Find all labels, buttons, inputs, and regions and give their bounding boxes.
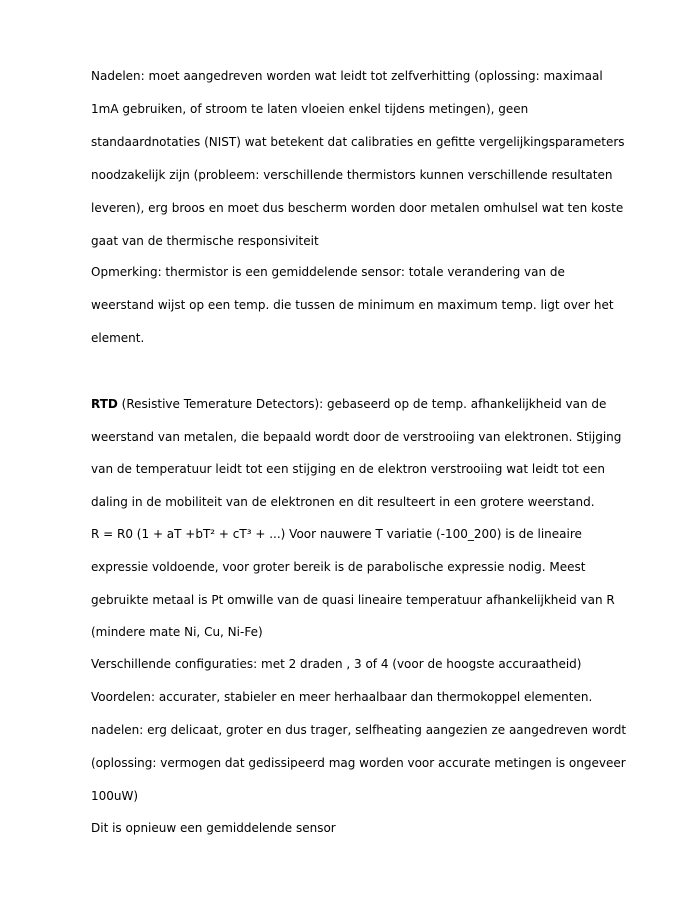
- text-line: leveren), erg broos en moet dus bescherm worden door metalen omhulsel wat ten koste: [91, 201, 624, 215]
- rtd-definition: (Resistive Temerature Detectors): gebaseerd op de temp. afhankelijkheid van de: [117, 397, 607, 411]
- text-line: element.: [91, 331, 145, 345]
- text-line: Nadelen: moet aangedreven worden wat leidt tot zelfverhitting (oplossing: maximaal: [91, 69, 603, 83]
- text-line: 1mA gebruiken, of stroom te laten vloeien enkel tijdens metingen), geen: [91, 102, 529, 116]
- text-line: nadelen: erg delicaat, groter en dus trager, selfheating aangezien ze aangedreven wordt: [91, 723, 627, 737]
- text-line: weerstand van metalen, die bepaald wordt door de verstrooiing van elektronen. Stijging: [91, 430, 622, 444]
- text-line: daling in de mobiliteit van de elektronen en dit resulteert in een grotere weerstand.: [91, 495, 595, 509]
- text-line: gaat van de thermische responsiviteit: [91, 234, 319, 248]
- text-line: van de temperatuur leidt tot een stijging en de elektron verstrooiing wat leidt tot een: [91, 462, 606, 476]
- text-line: Dit is opnieuw een gemiddelende sensor: [91, 821, 336, 835]
- formula-line: R = R0 (1 + aT +bT² + cT³ + ...) Voor nauwere T variatie (-100_200) is de lineaire: [91, 527, 582, 541]
- rtd-term: RTD: [91, 397, 118, 411]
- rtd-heading-line: [91, 397, 606, 411]
- text-line: Voordelen: accurater, stabieler en meer herhaalbaar dan thermokoppel elementen.: [91, 690, 593, 704]
- text-line: noodzakelijk zijn (probleem: verschillende thermistors kunnen verschillende resultaten: [91, 168, 613, 182]
- text-line: Verschillende configuraties: met 2 draden , 3 of 4 (voor de hoogste accuraatheid): [91, 657, 582, 671]
- text-line: (mindere mate Ni, Cu, Ni-Fe): [91, 625, 263, 639]
- text-line: standaardnotaties (NIST) wat betekent dat calibraties en gefitte vergelijkingsparameters: [91, 135, 625, 149]
- text-line: gebruikte metaal is Pt omwille van de quasi lineaire temperatuur afhankelijkheid van R: [91, 593, 615, 607]
- text-line: 100uW): [91, 789, 139, 803]
- text-line: expressie voldoende, voor groter bereik is de parabolische expressie nodig. Meest: [91, 560, 586, 574]
- text-line: Opmerking: thermistor is een gemiddelende sensor: totale verandering van de: [91, 265, 565, 279]
- text-line: weerstand wijst op een temp. die tussen de minimum en maximum temp. ligt over het: [91, 298, 614, 312]
- text-line: (oplossing: vermogen dat gedissipeerd mag worden voor accurate metingen is ongeveer: [91, 756, 626, 770]
